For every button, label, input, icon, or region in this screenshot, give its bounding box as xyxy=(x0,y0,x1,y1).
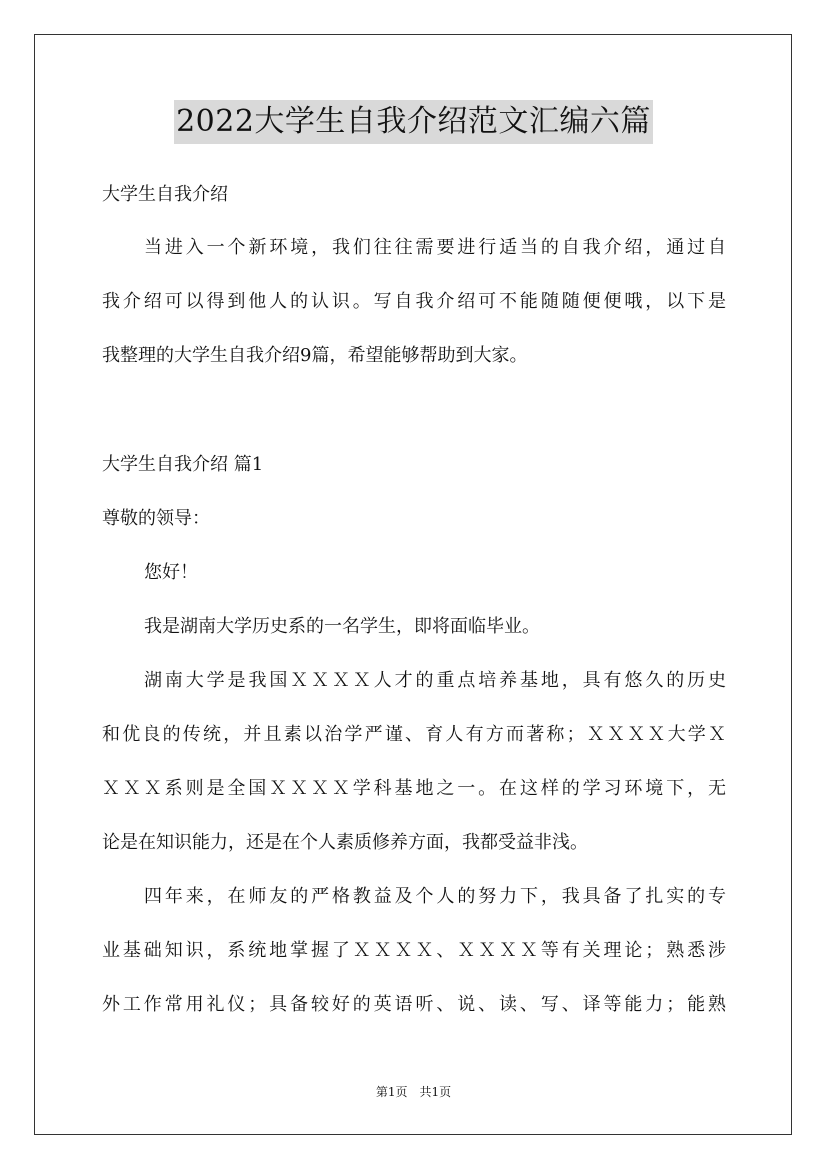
paragraph-line: 论是在知识能力，还是在个人素质修养方面，我都受益非浅。 xyxy=(102,832,588,853)
document-title: 2022大学生自我介绍范文汇编六篇 xyxy=(174,100,653,144)
salutation: 尊敬的领导： xyxy=(102,508,210,529)
page-footer: 第1页 共1页 xyxy=(375,1085,452,1099)
paragraph-line: 我介绍可以得到他人的认识。写自我介绍可不能随随便便哦，以下是 xyxy=(102,291,726,312)
paragraph-line: 四年来，在师友的严格教益及个人的努力下，我具备了扎实的专 xyxy=(144,886,726,907)
paragraph-line: 外工作常用礼仪；具备较好的英语听、说、读、写、译等能力；能熟 xyxy=(102,994,726,1015)
section-heading: 大学生自我介绍 篇1 xyxy=(102,454,264,475)
paragraph-line: 我是湖南大学历史系的一名学生，即将面临毕业。 xyxy=(144,616,540,637)
paragraph-line: 我整理的大学生自我介绍9篇，希望能够帮助到大家。 xyxy=(102,345,528,366)
section-heading: 大学生自我介绍 xyxy=(102,184,228,205)
paragraph-line: 和优良的传统，并且素以治学严谨、育人有方而著称；ＸＸＸＸ大学Ｘ xyxy=(102,724,726,745)
paragraph-line: 湖南大学是我国ＸＸＸＸ人才的重点培养基地，具有悠久的历史 xyxy=(144,670,726,691)
paragraph-line: ＸＸＸ系则是全国ＸＸＸＸ学科基地之一。在这样的学习环境下，无 xyxy=(102,778,726,799)
title-container xyxy=(0,100,827,144)
greeting: 您好！ xyxy=(144,562,198,583)
paragraph-line: 当进入一个新环境，我们往往需要进行适当的自我介绍，通过自 xyxy=(144,237,726,258)
paragraph-line: 业基础知识，系统地掌握了ＸＸＸＸ、ＸＸＸＸ等有关理论；熟悉涉 xyxy=(102,940,726,961)
